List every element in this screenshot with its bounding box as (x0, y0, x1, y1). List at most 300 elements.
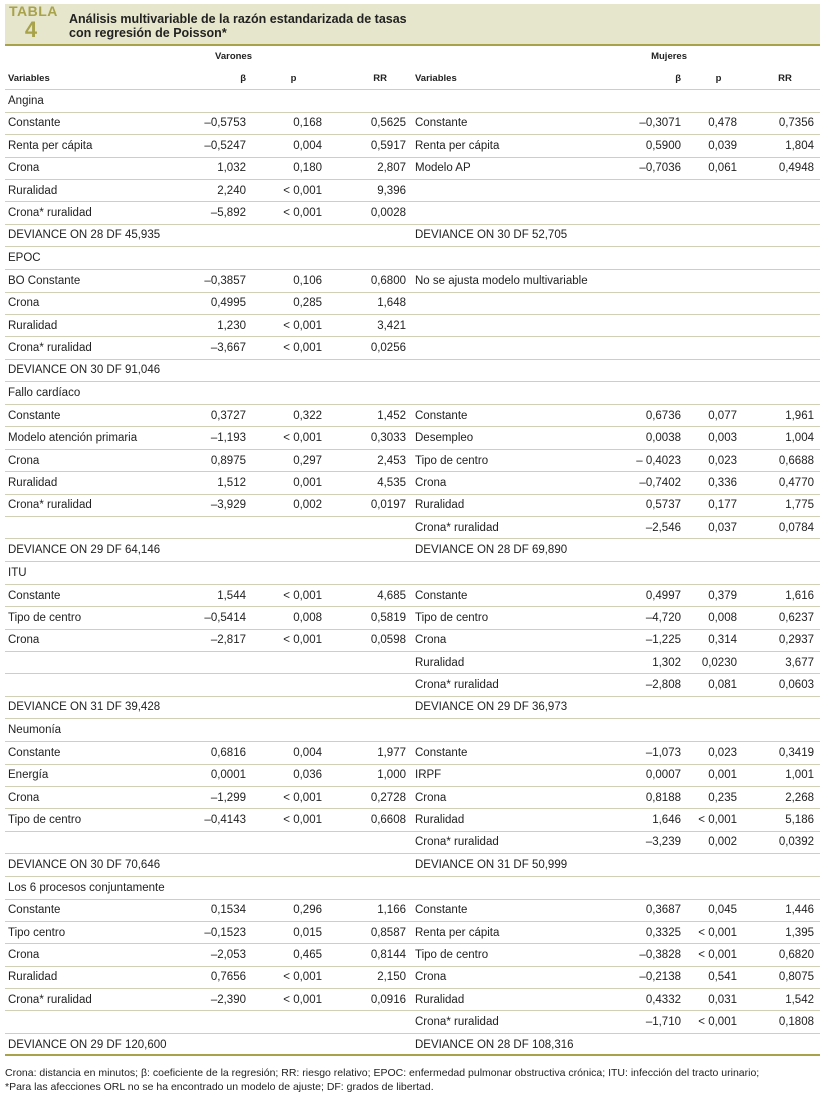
column-header-row (5, 67, 820, 89)
varones-p-cell: 0,322 (252, 405, 332, 427)
mujeres-variable-cell: Renta per cápita (412, 921, 607, 943)
mujeres-p-cell: 0,061 (687, 157, 747, 179)
varones-p-cell: 0,465 (252, 944, 332, 966)
mujeres-rr-cell: 1,961 (747, 405, 820, 427)
varones-rr-cell: 1,977 (332, 742, 412, 764)
varones-p-cell: < 0,001 (252, 337, 332, 359)
mujeres-rr-cell: 1,004 (747, 427, 820, 449)
varones-p-cell (252, 831, 332, 853)
mujeres-rr-cell: 0,6820 (747, 944, 820, 966)
table-title (69, 12, 429, 40)
varones-rr-cell: 1,166 (332, 899, 412, 921)
varones-variable-cell (5, 831, 170, 853)
mujeres-rr-cell (747, 202, 820, 224)
table-row (5, 157, 820, 179)
varones-rr-cell: 4,535 (332, 472, 412, 494)
mujeres-rr-cell: 0,0784 (747, 517, 820, 539)
mujeres-variable-cell: Ruralidad (412, 494, 607, 516)
varones-p-cell: 0,036 (252, 764, 332, 786)
footnote (5, 1054, 820, 1094)
table-row (5, 944, 820, 966)
table-row (5, 494, 820, 516)
mujeres-beta-cell: 0,0038 (607, 427, 687, 449)
mujeres-rr-cell: 1,542 (747, 989, 820, 1011)
mujeres-p-cell (687, 202, 747, 224)
varones-rr-cell: 1,452 (332, 405, 412, 427)
table-row (5, 337, 820, 359)
varones-beta-cell: 0,1534 (170, 899, 252, 921)
mujeres-variable-cell: Renta per cápita (412, 135, 607, 157)
varones-variable-cell (5, 517, 170, 539)
varones-p-cell: < 0,001 (252, 179, 332, 201)
mujeres-p-cell: 0,039 (687, 135, 747, 157)
deviance-varones: DEVIANCE ON 29 DF 120,600 (5, 1033, 412, 1055)
mujeres-variable-cell: Desempleo (412, 427, 607, 449)
varones-beta-cell: –0,5414 (170, 607, 252, 629)
table-tag-word: TABLA (9, 3, 58, 19)
mujeres-beta-cell: 0,3687 (607, 899, 687, 921)
mujeres-rr-cell: 1,395 (747, 921, 820, 943)
varones-beta-cell: 0,3727 (170, 405, 252, 427)
mujeres-beta-cell (607, 270, 687, 292)
mujeres-variable-cell: Crona* ruralidad (412, 674, 607, 696)
varones-variable-cell: Constante (5, 405, 170, 427)
deviance-mujeres (412, 359, 820, 381)
deviance-mujeres: DEVIANCE ON 30 DF 52,705 (412, 224, 820, 246)
varones-beta-cell: –0,3857 (170, 270, 252, 292)
varones-variable-cell: Constante (5, 112, 170, 134)
table-row (5, 472, 820, 494)
varones-rr-cell: 9,396 (332, 179, 412, 201)
varones-beta-cell: –0,4143 (170, 809, 252, 831)
varones-rr-cell: 2,150 (332, 966, 412, 988)
mujeres-variable-cell: Ruralidad (412, 989, 607, 1011)
varones-variable-cell: Tipo de centro (5, 809, 170, 831)
varones-beta-cell: –2,053 (170, 944, 252, 966)
mujeres-p-cell: < 0,001 (687, 1011, 747, 1033)
table-row (5, 1011, 820, 1033)
col-p-right: p (687, 67, 747, 89)
mujeres-p-cell: 0,023 (687, 449, 747, 471)
mujeres-p-cell: 0,003 (687, 427, 747, 449)
varones-rr-cell: 3,421 (332, 314, 412, 336)
mujeres-rr-cell: 0,0392 (747, 831, 820, 853)
mujeres-rr-cell: 1,616 (747, 584, 820, 606)
group-row (5, 876, 820, 899)
varones-rr-cell (332, 831, 412, 853)
deviance-varones: DEVIANCE ON 30 DF 70,646 (5, 854, 412, 876)
col-beta-right: β (607, 67, 687, 89)
varones-beta-cell: 0,4995 (170, 292, 252, 314)
varones-p-cell (252, 1011, 332, 1033)
mujeres-variable-cell: Crona (412, 786, 607, 808)
varones-p-cell: < 0,001 (252, 584, 332, 606)
varones-beta-cell: –0,5753 (170, 112, 252, 134)
varones-p-cell: 0,296 (252, 899, 332, 921)
table-row (5, 314, 820, 336)
mujeres-beta-cell: –0,7402 (607, 472, 687, 494)
deviance-mujeres: DEVIANCE ON 29 DF 36,973 (412, 696, 820, 718)
varones-beta-cell: 1,544 (170, 584, 252, 606)
mujeres-p-cell: 0,002 (687, 831, 747, 853)
varones-variable-cell: Crona* ruralidad (5, 989, 170, 1011)
varones-p-cell: < 0,001 (252, 314, 332, 336)
mujeres-beta-cell: –2,546 (607, 517, 687, 539)
table-row (5, 270, 820, 292)
varones-variable-cell: Ruralidad (5, 966, 170, 988)
varones-rr-cell: 1,000 (332, 764, 412, 786)
mujeres-variable-cell: Crona* ruralidad (412, 1011, 607, 1033)
table-tag-number: 4 (24, 17, 38, 42)
table-row (5, 831, 820, 853)
col-rr-right: RR (747, 67, 820, 89)
varones-p-cell: < 0,001 (252, 629, 332, 651)
mujeres-rr-cell: 1,775 (747, 494, 820, 516)
table-row (5, 629, 820, 651)
deviance-row (5, 696, 820, 718)
deviance-varones: DEVIANCE ON 29 DF 64,146 (5, 539, 412, 561)
mujeres-p-cell: 0,001 (687, 764, 747, 786)
group-row (5, 719, 820, 742)
mujeres-beta-cell: 0,0007 (607, 764, 687, 786)
varones-variable-cell: BO Constante (5, 270, 170, 292)
mujeres-p-cell: 0,031 (687, 989, 747, 1011)
mujeres-beta-cell (607, 337, 687, 359)
varones-variable-cell: Crona* ruralidad (5, 202, 170, 224)
varones-rr-cell: 1,648 (332, 292, 412, 314)
varones-rr-cell: 4,685 (332, 584, 412, 606)
varones-p-cell: 0,297 (252, 449, 332, 471)
mujeres-variable-cell: IRPF (412, 764, 607, 786)
varones-beta-cell: –0,5247 (170, 135, 252, 157)
mujeres-rr-cell: 2,268 (747, 786, 820, 808)
mujeres-variable-cell: Constante (412, 899, 607, 921)
group-label: Angina (5, 89, 820, 112)
varones-beta-cell (170, 517, 252, 539)
varones-rr-cell: 0,5819 (332, 607, 412, 629)
mujeres-beta-cell: – 0,4023 (607, 449, 687, 471)
varones-variable-cell: Crona (5, 629, 170, 651)
mujeres-variable-cell (412, 202, 607, 224)
varones-beta-cell: 1,032 (170, 157, 252, 179)
mujeres-rr-cell: 0,0603 (747, 674, 820, 696)
mujeres-p-cell (687, 314, 747, 336)
varones-beta-cell: 0,6816 (170, 742, 252, 764)
mujeres-rr-cell: 3,677 (747, 651, 820, 673)
mujeres-rr-cell: 0,4770 (747, 472, 820, 494)
mujeres-variable-cell: Tipo de centro (412, 944, 607, 966)
table-header-band (5, 4, 820, 44)
mujeres-p-cell (687, 292, 747, 314)
mujeres-p-cell: 0,023 (687, 742, 747, 764)
varones-p-cell: 0,002 (252, 494, 332, 516)
varones-variable-cell: Crona* ruralidad (5, 337, 170, 359)
mujeres-beta-cell: 0,4332 (607, 989, 687, 1011)
varones-rr-cell: 0,6608 (332, 809, 412, 831)
table-body (5, 89, 820, 1055)
table-row (5, 742, 820, 764)
deviance-mujeres: DEVIANCE ON 31 DF 50,999 (412, 854, 820, 876)
mujeres-p-cell: 0,541 (687, 966, 747, 988)
varones-p-cell: 0,168 (252, 112, 332, 134)
mujeres-variable-cell: Crona* ruralidad (412, 831, 607, 853)
mujeres-variable-cell: Modelo AP (412, 157, 607, 179)
group-row (5, 89, 820, 112)
varones-rr-cell: 0,6800 (332, 270, 412, 292)
group-label: ITU (5, 561, 820, 584)
mujeres-rr-cell: 0,2937 (747, 629, 820, 651)
table-row (5, 517, 820, 539)
group-row (5, 561, 820, 584)
mujeres-p-cell (687, 179, 747, 201)
mujeres-p-cell: 0,045 (687, 899, 747, 921)
deviance-row (5, 1033, 820, 1055)
col-rr-left: RR (332, 67, 412, 89)
mujeres-rr-cell: 1,001 (747, 764, 820, 786)
varones-variable-cell (5, 1011, 170, 1033)
mujeres-p-cell: 0,235 (687, 786, 747, 808)
mujeres-rr-cell (747, 179, 820, 201)
varones-rr-cell: 0,0916 (332, 989, 412, 1011)
varones-beta-cell (170, 831, 252, 853)
varones-p-cell: 0,004 (252, 742, 332, 764)
varones-variable-cell: Tipo de centro (5, 607, 170, 629)
varones-beta-cell: –3,929 (170, 494, 252, 516)
varones-beta-cell: –0,1523 (170, 921, 252, 943)
table-row (5, 135, 820, 157)
varones-rr-cell: 0,3033 (332, 427, 412, 449)
mujeres-variable-cell: Constante (412, 112, 607, 134)
varones-variable-cell (5, 674, 170, 696)
varones-variable-cell: Constante (5, 899, 170, 921)
varones-beta-cell (170, 651, 252, 673)
deviance-varones: DEVIANCE ON 28 DF 45,935 (5, 224, 412, 246)
varones-rr-cell: 0,0598 (332, 629, 412, 651)
col-p-left: p (252, 67, 332, 89)
mujeres-p-cell: < 0,001 (687, 809, 747, 831)
mujeres-variable-cell: Tipo de centro (412, 607, 607, 629)
mujeres-rr-cell: 1,446 (747, 899, 820, 921)
varones-rr-cell: 0,8144 (332, 944, 412, 966)
mujeres-p-cell: 0,0230 (687, 651, 747, 673)
mujeres-variable-cell: Crona (412, 966, 607, 988)
mujeres-group-header: Mujeres (651, 51, 687, 63)
deviance-mujeres: DEVIANCE ON 28 DF 69,890 (412, 539, 820, 561)
mujeres-p-cell (687, 270, 747, 292)
table-row (5, 179, 820, 201)
varones-p-cell: 0,180 (252, 157, 332, 179)
varones-variable-cell: Constante (5, 584, 170, 606)
group-label: Neumonía (5, 719, 820, 742)
mujeres-rr-cell: 0,8075 (747, 966, 820, 988)
mujeres-variable-cell (412, 292, 607, 314)
mujeres-rr-cell: 0,4948 (747, 157, 820, 179)
mujeres-rr-cell (747, 337, 820, 359)
varones-p-cell: < 0,001 (252, 202, 332, 224)
table-row (5, 405, 820, 427)
mujeres-variable-cell: Tipo de centro (412, 449, 607, 471)
table-row (5, 674, 820, 696)
mujeres-p-cell: 0,379 (687, 584, 747, 606)
mujeres-variable-cell: Crona (412, 629, 607, 651)
table-row (5, 202, 820, 224)
varones-beta-cell: –3,667 (170, 337, 252, 359)
table-tag (9, 3, 58, 42)
varones-p-cell (252, 651, 332, 673)
mujeres-beta-cell (607, 314, 687, 336)
col-variables-left: Variables (5, 67, 170, 89)
varones-p-cell: < 0,001 (252, 809, 332, 831)
varones-beta-cell (170, 674, 252, 696)
mujeres-rr-cell: 0,1808 (747, 1011, 820, 1033)
mujeres-beta-cell: 0,4997 (607, 584, 687, 606)
mujeres-p-cell: 0,077 (687, 405, 747, 427)
mujeres-rr-cell: 0,3419 (747, 742, 820, 764)
varones-variable-cell: Energía (5, 764, 170, 786)
mujeres-beta-cell: 1,646 (607, 809, 687, 831)
mujeres-rr-cell (747, 314, 820, 336)
varones-group-header: Varones (215, 51, 252, 63)
mujeres-beta-cell: –1,225 (607, 629, 687, 651)
mujeres-variable-cell: Constante (412, 742, 607, 764)
mujeres-beta-cell: –1,073 (607, 742, 687, 764)
mujeres-variable-cell: No se ajusta modelo multivariable (412, 270, 607, 292)
varones-beta-cell: 0,7656 (170, 966, 252, 988)
varones-p-cell: < 0,001 (252, 966, 332, 988)
mujeres-rr-cell (747, 270, 820, 292)
mujeres-variable-cell: Constante (412, 584, 607, 606)
varones-beta-cell: –1,299 (170, 786, 252, 808)
varones-variable-cell: Crona (5, 786, 170, 808)
varones-variable-cell: Ruralidad (5, 472, 170, 494)
varones-beta-cell: 2,240 (170, 179, 252, 201)
mujeres-rr-cell: 5,186 (747, 809, 820, 831)
table-row (5, 651, 820, 673)
varones-p-cell: < 0,001 (252, 786, 332, 808)
mujeres-beta-cell: –0,7036 (607, 157, 687, 179)
mujeres-p-cell (687, 337, 747, 359)
varones-beta-cell: 1,512 (170, 472, 252, 494)
mujeres-beta-cell: 0,5900 (607, 135, 687, 157)
mujeres-p-cell: 0,336 (687, 472, 747, 494)
varones-rr-cell: 2,807 (332, 157, 412, 179)
varones-rr-cell: 0,8587 (332, 921, 412, 943)
deviance-row (5, 224, 820, 246)
mujeres-beta-cell: –0,3071 (607, 112, 687, 134)
mujeres-p-cell: < 0,001 (687, 921, 747, 943)
varones-rr-cell: 0,0197 (332, 494, 412, 516)
mujeres-beta-cell: –4,720 (607, 607, 687, 629)
varones-variable-cell: Crona (5, 157, 170, 179)
varones-rr-cell: 0,0028 (332, 202, 412, 224)
table-title-line1: Análisis multivariable de la razón estandarizada de tasas (69, 12, 407, 26)
mujeres-beta-cell: 0,5737 (607, 494, 687, 516)
varones-p-cell: 0,106 (252, 270, 332, 292)
varones-variable-cell: Ruralidad (5, 314, 170, 336)
varones-variable-cell: Renta per cápita (5, 135, 170, 157)
mujeres-variable-cell: Ruralidad (412, 651, 607, 673)
mujeres-beta-cell: –0,3828 (607, 944, 687, 966)
varones-variable-cell: Crona (5, 292, 170, 314)
col-variables-right: Variables (412, 67, 607, 89)
varones-p-cell: < 0,001 (252, 989, 332, 1011)
group-row (5, 247, 820, 270)
group-label: Los 6 procesos conjuntamente (5, 876, 820, 899)
varones-p-cell: 0,285 (252, 292, 332, 314)
varones-rr-cell: 0,2728 (332, 786, 412, 808)
table-title-line2: con regresión de Poisson* (69, 26, 227, 40)
table-row (5, 607, 820, 629)
group-label: EPOC (5, 247, 820, 270)
varones-p-cell: 0,004 (252, 135, 332, 157)
varones-rr-cell: 0,0256 (332, 337, 412, 359)
varones-beta-cell: 0,8975 (170, 449, 252, 471)
mujeres-beta-cell: –3,239 (607, 831, 687, 853)
mujeres-rr-cell (747, 292, 820, 314)
mujeres-variable-cell: Constante (412, 405, 607, 427)
table-row (5, 427, 820, 449)
mujeres-beta-cell (607, 202, 687, 224)
mujeres-beta-cell: 0,3325 (607, 921, 687, 943)
varones-p-cell (252, 517, 332, 539)
deviance-varones: DEVIANCE ON 31 DF 39,428 (5, 696, 412, 718)
footnote-line2: *Para las afecciones ORL no se ha encontrado un modelo de ajuste; DF: grados de libertad. (5, 1081, 434, 1093)
footnote-line1: Crona: distancia en minutos; β: coeficiente de la regresión; RR: riesgo relativo; EPOC: enfermedad pulmonar obstructiva crónica; ITU: infección del tracto urinario; (5, 1067, 760, 1079)
table-row (5, 786, 820, 808)
table-row (5, 921, 820, 943)
mujeres-p-cell: 0,314 (687, 629, 747, 651)
group-row (5, 382, 820, 405)
varones-rr-cell (332, 517, 412, 539)
mujeres-variable-cell (412, 179, 607, 201)
varones-rr-cell (332, 1011, 412, 1033)
varones-beta-cell: –2,390 (170, 989, 252, 1011)
mujeres-p-cell: 0,008 (687, 607, 747, 629)
mujeres-p-cell: 0,177 (687, 494, 747, 516)
varones-p-cell: < 0,001 (252, 427, 332, 449)
deviance-varones: DEVIANCE ON 30 DF 91,046 (5, 359, 412, 381)
varones-variable-cell: Modelo atención primaria (5, 427, 170, 449)
varones-rr-cell: 2,453 (332, 449, 412, 471)
varones-rr-cell: 0,5625 (332, 112, 412, 134)
varones-beta-cell: –5,892 (170, 202, 252, 224)
mujeres-beta-cell: 0,6736 (607, 405, 687, 427)
mujeres-rr-cell: 0,7356 (747, 112, 820, 134)
table-row (5, 899, 820, 921)
varones-beta-cell: 1,230 (170, 314, 252, 336)
mujeres-beta-cell: –0,2138 (607, 966, 687, 988)
varones-beta-cell: 0,0001 (170, 764, 252, 786)
varones-rr-cell (332, 674, 412, 696)
mujeres-rr-cell: 0,6688 (747, 449, 820, 471)
mujeres-p-cell: 0,037 (687, 517, 747, 539)
varones-beta-cell (170, 1011, 252, 1033)
varones-variable-cell: Crona* ruralidad (5, 494, 170, 516)
varones-variable-cell (5, 651, 170, 673)
table-row (5, 764, 820, 786)
deviance-row (5, 539, 820, 561)
mujeres-variable-cell: Crona* ruralidad (412, 517, 607, 539)
mujeres-variable-cell: Crona (412, 472, 607, 494)
mujeres-beta-cell: 1,302 (607, 651, 687, 673)
deviance-mujeres: DEVIANCE ON 28 DF 108,316 (412, 1033, 820, 1055)
varones-p-cell (252, 674, 332, 696)
table-row (5, 809, 820, 831)
varones-beta-cell: –1,193 (170, 427, 252, 449)
table-row (5, 112, 820, 134)
mujeres-variable-cell: Ruralidad (412, 809, 607, 831)
mujeres-p-cell: < 0,001 (687, 944, 747, 966)
